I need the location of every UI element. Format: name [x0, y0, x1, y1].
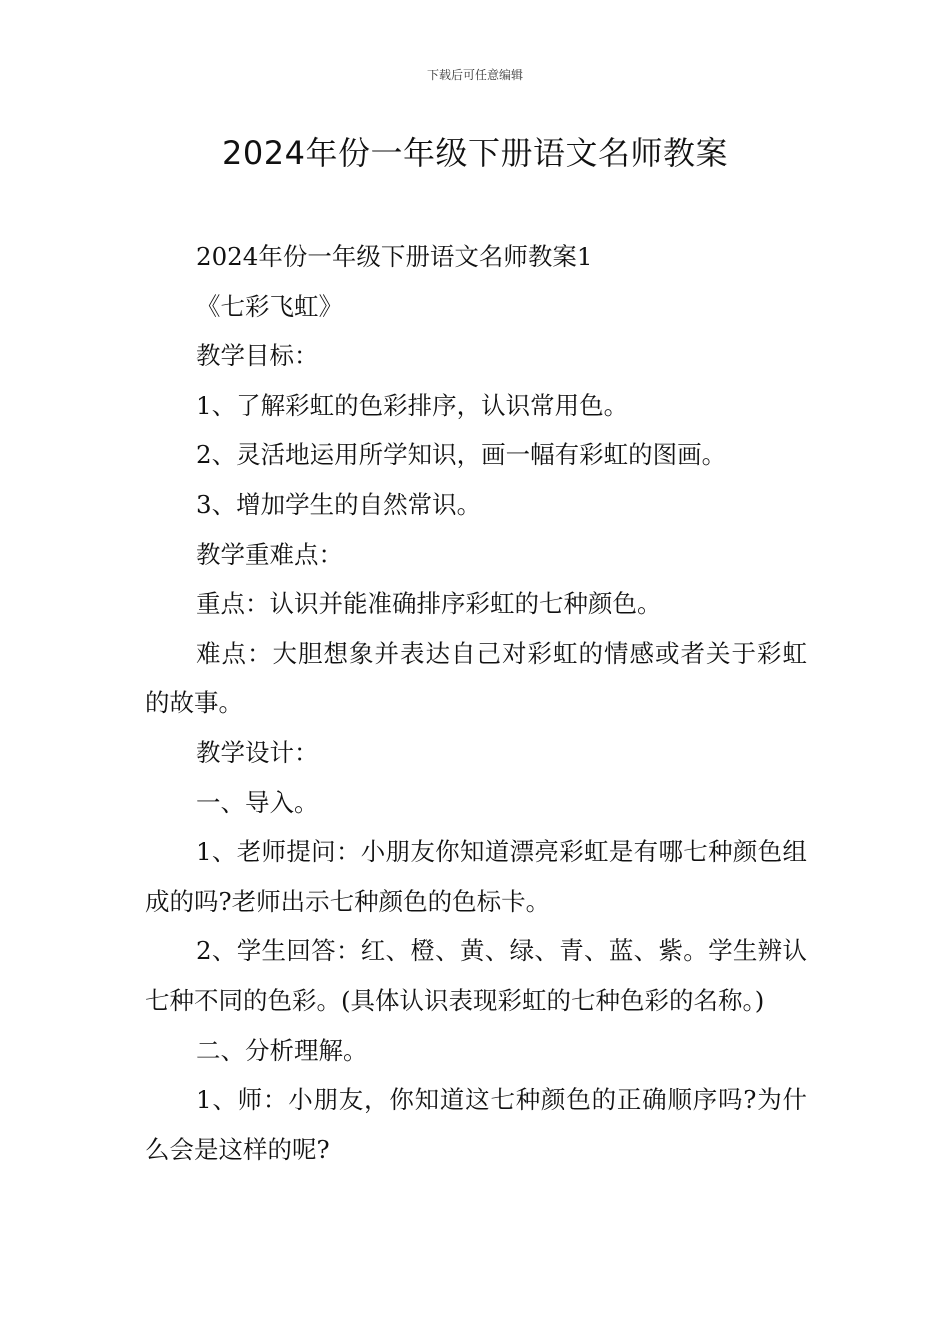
document-body [145, 232, 807, 1174]
paragraph-section-title: 2024年份一年级下册语文名师教案1 [196, 242, 593, 271]
paragraph-objectives-heading: 教学目标： [196, 341, 319, 371]
paragraph-objective-3: 3、增加学生的自然常识。 [196, 489, 482, 519]
paragraph-step-1-heading: 一、导入。 [196, 787, 319, 817]
paragraph-key-point: 重点：认识并能准确排序彩虹的七种颜色。 [196, 589, 662, 619]
paragraph-objective-1: 1、了解彩虹的色彩排序，认识常用色。 [196, 390, 629, 420]
paragraph-step-2-item-1: 1、师：小朋友，你知道这七种颜色的正确顺序吗?为什么会是这样的呢? [145, 1085, 807, 1164]
header-note: 下载后可任意编辑 [426, 68, 523, 82]
paragraph-step-1-item-1: 1、老师提问：小朋友你知道漂亮彩虹是有哪七种颜色组成的吗?老师出示七种颜色的色标卡。 [145, 837, 807, 916]
paragraph-step-2-heading: 二、分析理解。 [196, 1035, 368, 1065]
document-title: 2024年份一年级下册语文名师教案 [222, 134, 728, 172]
paragraph-difficult-point: 难点：大胆想象并表达自己对彩虹的情感或者关于彩虹的故事。 [145, 638, 807, 718]
paragraph-lesson-title: 《七彩飞虹》 [196, 291, 343, 321]
paragraph-design-heading: 教学设计： [196, 737, 319, 767]
paragraph-objective-2: 2、灵活地运用所学知识，画一幅有彩虹的图画。 [196, 440, 727, 470]
paragraph-key-points-heading: 教学重难点： [196, 539, 343, 569]
paragraph-step-1-item-2: 2、学生回答：红、橙、黄、绿、青、蓝、紫。学生辨认七种不同的色彩。(具体认识表现彩虹的七种色彩的名称。) [145, 936, 807, 1015]
